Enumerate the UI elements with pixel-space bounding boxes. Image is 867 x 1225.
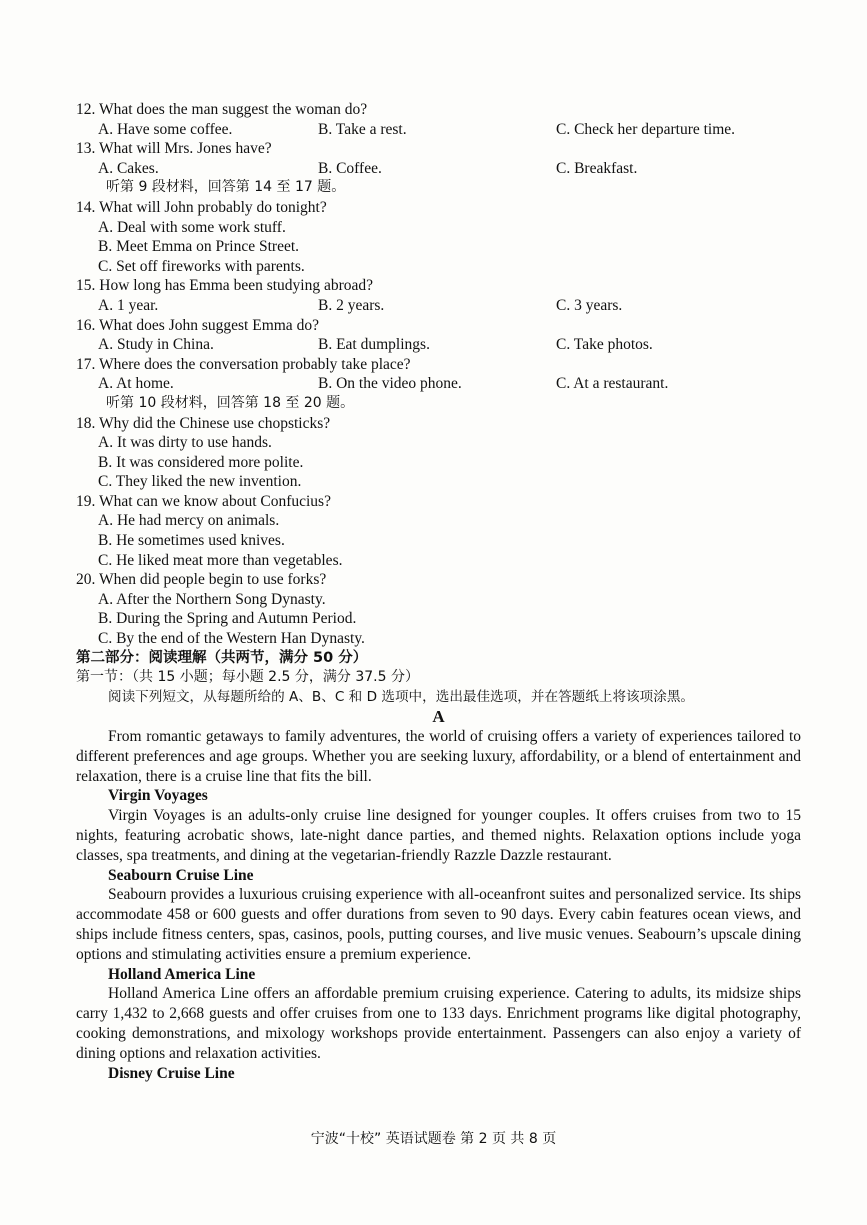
answer-option: C. By the end of the Western Han Dynasty. (98, 630, 365, 648)
answer-options-row (76, 335, 801, 355)
reading-instructions: 阅读下列短文，从每题所给的 A、B、C 和 D 选项中，选出最佳选项，并在答题纸上将该项涂黑。 (108, 688, 695, 705)
answer-option: B. On the video phone. (318, 375, 462, 393)
answer-options-row (76, 159, 801, 179)
passage-label: A (432, 707, 445, 727)
question-stem: 19. What can we know about Confucius? (76, 492, 331, 510)
page-content (76, 100, 801, 1083)
passage-paragraph: Holland America Line offers an affordable premium cruising experience. Catering to adults, its midsize ships carry 1,432 to 2,668 guests and offer cruises from one to 133 days. Enrichment programs like digital photography, cooking demonstrations, and mixology workshops provide entertainment. Passengers can also enjoy a variety of dining options and relaxation activities. (76, 985, 801, 1062)
answer-options-row (76, 374, 801, 394)
answer-option: C. Check her departure time. (556, 120, 736, 138)
answer-option: C. 3 years. (556, 296, 623, 314)
answer-option: A. 1 year. (98, 296, 159, 314)
answer-option: C. He liked meat more than vegetables. (98, 551, 343, 569)
question-stem: 15. How long has Emma been studying abroad? (76, 277, 374, 295)
passage-heading: Virgin Voyages (108, 787, 208, 805)
answer-option: B. It was considered more polite. (98, 453, 304, 471)
answer-option: A. It was dirty to use hands. (98, 434, 272, 452)
passage-sections (76, 786, 801, 1083)
answer-option: C. Breakfast. (556, 159, 638, 177)
page-footer: 宁波“十校” 英语试题卷 第 2 页 共 8 页 (310, 1131, 557, 1147)
question-stem: 18. Why did the Chinese use chopsticks? (76, 414, 331, 432)
answer-option: B. 2 years. (318, 296, 385, 314)
answer-option: B. He sometimes used knives. (98, 532, 285, 550)
answer-option: C. Set off fireworks with parents. (98, 257, 305, 275)
question-stem: 20. When did people begin to use forks? (76, 571, 327, 589)
answer-option: A. After the Northern Song Dynasty. (98, 590, 326, 608)
answer-option: C. They liked the new invention. (98, 473, 302, 491)
answer-option: A. He had mercy on animals. (98, 512, 280, 530)
question-stem: 12. What does the man suggest the woman do? (76, 101, 368, 118)
answer-option: B. Meet Emma on Prince Street. (98, 238, 300, 256)
listening-note: 听第 9 段材料，回答第 14 至 17 题。 (106, 179, 346, 196)
answer-option: B. Coffee. (318, 159, 382, 177)
passage-heading: Disney Cruise Line (108, 1064, 235, 1082)
listening-section (76, 100, 801, 649)
passage-heading: Holland America Line (108, 965, 256, 983)
passage-intro: From romantic getaways to family adventures, the world of cruising offers a variety of experiences tailored to different preferences and age groups. Whether you are seeking luxury, affordability, or a blend of entertainment and relaxation, there is a cruise line that fits the bill. (76, 728, 801, 785)
section1-title: 第一节：（共 15 小题；每小题 2.5 分，满分 37.5 分） (76, 669, 419, 686)
passage-heading: Seabourn Cruise Line (108, 866, 254, 884)
answer-options-row (76, 120, 801, 140)
answer-option: A. Study in China. (98, 336, 214, 354)
question-stem: 13. What will Mrs. Jones have? (76, 140, 272, 158)
answer-options-row (76, 296, 801, 316)
passage-paragraph: Seabourn provides a luxurious cruising experience with all-oceanfront suites and personalized service. Its ships accommodate 458 or 600 guests and offer durations from seven to 90 days. Every cabin features ocean views, and ships include fitness centers, spas, casinos, pools, putting courses, and live music venues. Seabourn’s upscale dining options and stimulating activities ensure a premium experience. (76, 886, 801, 963)
answer-option: A. At home. (98, 375, 174, 393)
part2-title: 第二部分：阅读理解（共两节，满分 50 分） (76, 649, 368, 666)
answer-option: C. At a restaurant. (556, 375, 669, 393)
answer-option: B. During the Spring and Autumn Period. (98, 610, 357, 628)
listening-note: 听第 10 段材料，回答第 18 至 20 题。 (106, 394, 355, 411)
question-stem: 16. What does John suggest Emma do? (76, 316, 319, 334)
answer-option: B. Take a rest. (318, 120, 407, 138)
answer-option: A. Deal with some work stuff. (98, 218, 286, 236)
passage-paragraph: Virgin Voyages is an adults-only cruise line designed for younger couples. It offers cruises from two to 15 nights, featuring acrobatic shows, late-night dance parties, and themed nights. Relaxation options include yoga classes, spa treatments, and dining at the vegetarian-friendly Razzle Dazzle restaurant. (76, 807, 801, 864)
answer-option: B. Eat dumplings. (318, 336, 430, 354)
answer-option: C. Take photos. (556, 336, 653, 354)
question-stem: 14. What will John probably do tonight? (76, 198, 327, 216)
answer-option: A. Cakes. (98, 159, 159, 177)
question-stem: 17. Where does the conversation probably take place? (76, 355, 411, 373)
answer-option: A. Have some coffee. (98, 120, 233, 138)
